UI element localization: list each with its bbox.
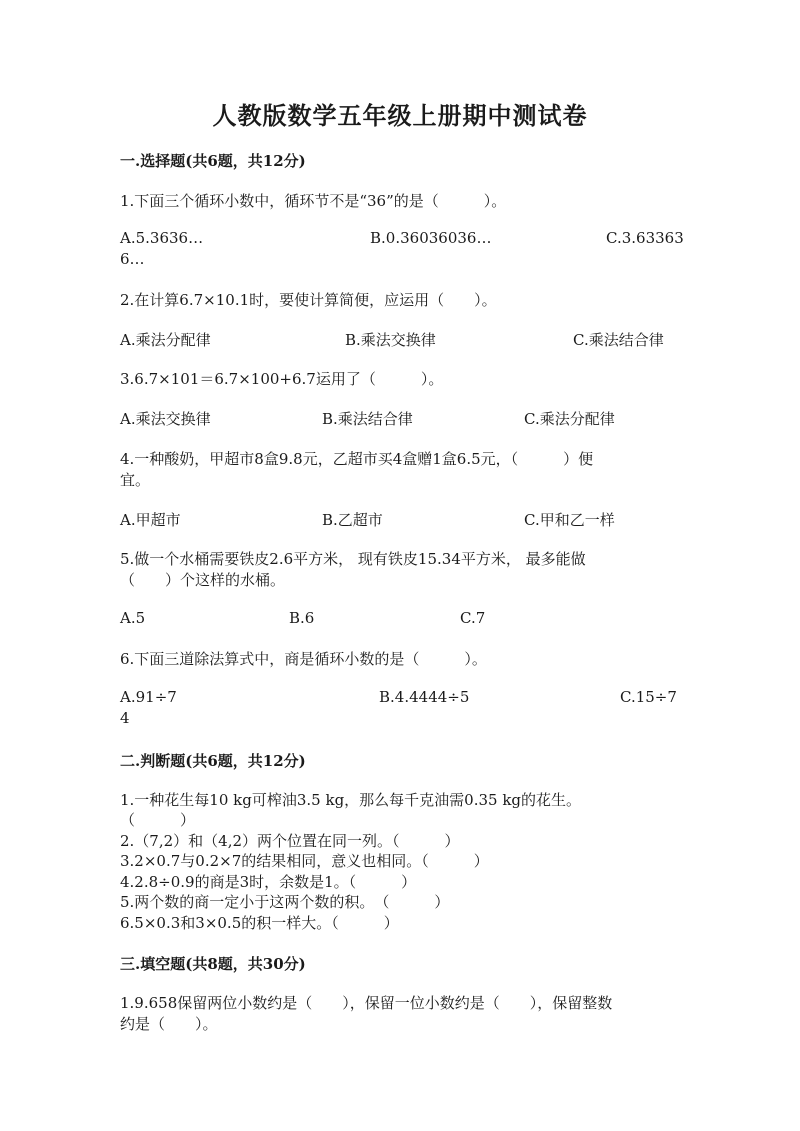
section-header-true-false: 二.判断题(共6题，共12分) bbox=[120, 752, 306, 770]
question-6-option-continued: 4 bbox=[120, 709, 130, 727]
question-2-stem: 2.在计算6.7×10.1时，要使计算简便，应运用（ ）。 bbox=[120, 291, 497, 309]
question-1-stem: 1.下面三个循环小数中，循环节不是“36”的是（ ）。 bbox=[120, 192, 507, 210]
judgement-4: 4.2.8÷0.9的商是3时，余数是1。（ ） bbox=[120, 873, 417, 891]
question-5-option-c: C.7 bbox=[460, 609, 486, 627]
question-6-option-a: A.91÷7 bbox=[120, 688, 177, 706]
question-6-stem: 6.下面三道除法算式中，商是循环小数的是（ ）。 bbox=[120, 650, 487, 668]
question-3-stem: 3.6.7×101＝6.7×100+6.7运用了（ ）。 bbox=[120, 370, 444, 388]
question-5-stem-line1: 5.做一个水桶需要铁皮2.6平方米， 现有铁皮15.34平方米， 最多能做 bbox=[120, 550, 586, 568]
question-2-option-a: A.乘法分配律 bbox=[120, 331, 211, 349]
question-1-option-c: C.3.63363 bbox=[606, 229, 684, 247]
judgement-5: 5.两个数的商一定小于这两个数的积。 （ ） bbox=[120, 893, 450, 911]
question-4-option-a: A.甲超市 bbox=[120, 511, 181, 529]
judgement-6: 6.5×0.3和3×0.5的积一样大。（ ） bbox=[120, 914, 399, 932]
question-3-option-a: A.乘法交换律 bbox=[120, 410, 211, 428]
question-3-option-c: C.乘法分配律 bbox=[524, 410, 615, 428]
page-title: 人教版数学五年级上册期中测试卷 bbox=[212, 101, 588, 130]
judgement-1-line2: （ ） bbox=[120, 811, 196, 829]
judgement-3: 3.2×0.7与0.2×7的结果相同，意义也相同。（ ） bbox=[120, 852, 489, 870]
question-1-option-a: A.5.3636… bbox=[120, 229, 204, 247]
question-5-option-a: A.5 bbox=[120, 609, 146, 627]
question-6-option-c: C.15÷7 bbox=[620, 688, 677, 706]
question-1-option-c-continued: 6… bbox=[120, 250, 145, 268]
section-header-fill-in: 三.填空题(共8题，共30分) bbox=[120, 955, 306, 973]
question-6-option-b: B.4.4444÷5 bbox=[379, 688, 470, 706]
judgement-1-line1: 1.一种花生每10 kg可榨油3.5 kg，那么每千克油需0.35 kg的花生。 bbox=[120, 791, 582, 809]
question-2-option-c: C.乘法结合律 bbox=[573, 331, 664, 349]
question-4-stem-line1: 4.一种酸奶，甲超市8盒9.8元，乙超市买4盒赠1盒6.5元，（ ）便 bbox=[120, 450, 594, 468]
question-2-option-b: B.乘法交换律 bbox=[345, 331, 436, 349]
question-4-stem-line2: 宜。 bbox=[120, 471, 151, 489]
question-4-option-c: C.甲和乙一样 bbox=[524, 511, 615, 529]
judgement-2: 2.（7,2）和（4,2）两个位置在同一列。（ ） bbox=[120, 832, 460, 850]
fill-in-1-line1: 1.9.658保留两位小数约是（ ），保留一位小数约是（ ），保留整数 bbox=[120, 994, 613, 1012]
question-5-stem-line2: （ ）个这样的水桶。 bbox=[120, 571, 286, 589]
question-3-option-b: B.乘法结合律 bbox=[322, 410, 413, 428]
section-header-multiple-choice: 一.选择题(共6题，共12分) bbox=[120, 152, 306, 170]
question-4-option-b: B.乙超市 bbox=[322, 511, 383, 529]
question-5-option-b: B.6 bbox=[289, 609, 315, 627]
fill-in-1-line2: 约是（ ）。 bbox=[120, 1015, 218, 1033]
question-1-option-b: B.0.36036036… bbox=[370, 229, 492, 247]
